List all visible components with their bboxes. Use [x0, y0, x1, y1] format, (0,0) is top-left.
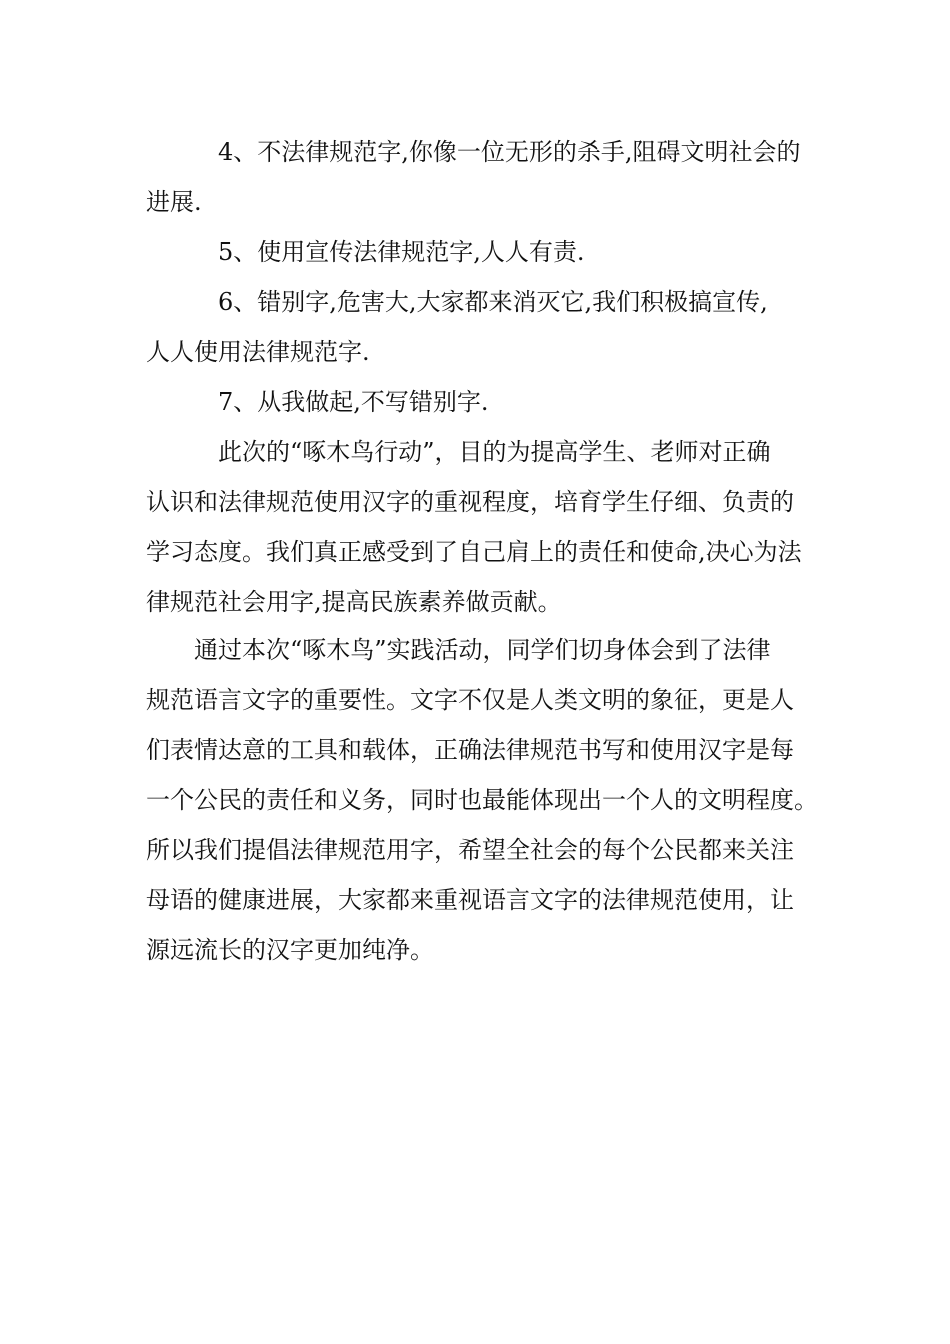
text-line: 学习态度。我们真正感受到了自己肩上的责任和使命,决心为法 [146, 538, 802, 566]
text-line: 7、从我做起,不写错别字. [218, 388, 489, 416]
text-line: 4、不法律规范字,你像一位无形的杀手,阻碍文明社会的 [218, 138, 801, 166]
text-line: 源远流长的汉字更加纯净。 [146, 936, 434, 964]
text-line: 一个公民的责任和义务，同时也最能体现出一个人的文明程度。 [146, 786, 818, 814]
text-line: 们表情达意的工具和载体，正确法律规范书写和使用汉字是每 [146, 736, 794, 764]
text-line: 6、错别字,危害大,大家都来消灭它,我们积极搞宣传, [218, 288, 768, 316]
text-line: 人人使用法律规范字. [146, 338, 370, 366]
text-line: 所以我们提倡法律规范用字，希望全社会的每个公民都来关注 [146, 836, 794, 864]
text-line: 通过本次“啄木鸟”实践活动，同学们切身体会到了法律 [194, 636, 771, 664]
text-line: 规范语言文字的重要性。文字不仅是人类文明的象征，更是人 [146, 686, 794, 714]
text-line: 进展. [146, 188, 202, 216]
text-line: 此次的“啄木鸟行动”，目的为提高学生、老师对正确 [218, 438, 771, 466]
text-line: 5、使用宣传法律规范字,人人有责. [218, 238, 585, 266]
text-line: 母语的健康进展，大家都来重视语言文字的法律规范使用，让 [146, 886, 794, 914]
text-line: 认识和法律规范使用汉字的重视程度，培育学生仔细、负责的 [146, 488, 794, 516]
text-line: 律规范社会用字,提高民族素养做贡献。 [146, 588, 562, 616]
